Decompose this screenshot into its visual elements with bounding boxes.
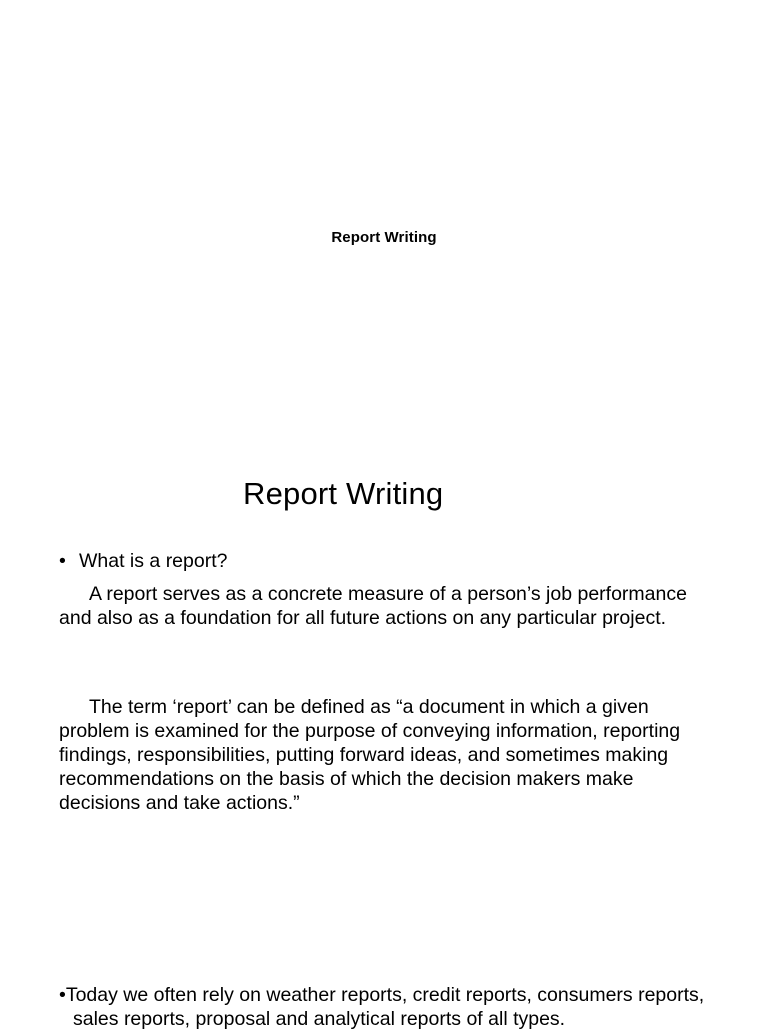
bullet-text: What is a report?	[79, 550, 228, 572]
slide-title: Report Writing	[243, 476, 444, 511]
paragraph-report-definition: A report serves as a concrete measure of a person’s job performance and also as a foundation for all future actions on any particular project.	[59, 583, 687, 629]
bullet-text: Today we often rely on weather reports, credit reports, consumers reports, sales reports, proposal and analytical reports of all types.	[65, 984, 705, 1030]
paragraph-term-definition: The term ‘report’ can be defined as “a document in which a given problem is examined for the purpose of conveying information, reporting findings, responsibilities, putting forward ideas, and sometimes making recommendations on the basis of which the decision makers make decisions and take actions.”	[59, 696, 681, 814]
cover-title: Report Writing	[331, 229, 437, 246]
bullet-marker: •	[59, 984, 66, 1006]
bullet-marker: •	[59, 550, 66, 572]
bullet-item	[59, 549, 227, 573]
